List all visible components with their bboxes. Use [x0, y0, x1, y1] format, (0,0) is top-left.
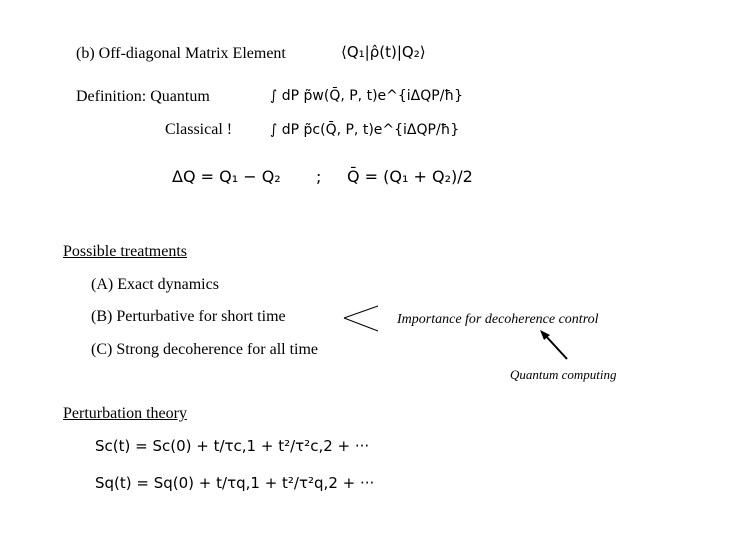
formula-separator: ;	[316, 167, 322, 186]
arrow-shaft	[544, 334, 567, 359]
bracket-line-upper	[344, 306, 378, 318]
perturbation-heading: Perturbation theory	[63, 405, 187, 422]
treatment-c: (C) Strong decoherence for all time	[91, 341, 319, 358]
classical-formula: ∫ dP p̃c(Q̄, P, t)e^{iΔQP/ħ}	[270, 122, 460, 138]
classical-series-formula: Sc(t) = Sc(0) + t/τc,1 + t²/τ²c,2 + ···	[95, 437, 370, 455]
definition-quantum-label: Definition: Quantum	[76, 88, 210, 105]
section-title: (b) Off-diagonal Matrix Element	[76, 45, 286, 62]
quantum-series-formula: Sq(t) = Sq(0) + t/τq,1 + t²/τ²q,2 + ···	[95, 474, 375, 492]
treatments-heading: Possible treatments	[63, 243, 187, 260]
bracket-line-lower	[344, 318, 378, 331]
quantum-computing-note: Quantum computing	[510, 367, 617, 382]
importance-note: Importance for decoherence control	[397, 312, 599, 327]
classical-label: Classical !	[165, 121, 233, 138]
delta-q-formula: ΔQ = Q₁ − Q₂	[172, 167, 281, 186]
quantum-formula: ∫ dP p̃w(Q̄, P, t)e^{iΔQP/ħ}	[270, 88, 464, 104]
treatment-a: (A) Exact dynamics	[91, 276, 219, 293]
mean-q-formula: Q̄ = (Q₁ + Q₂)/2	[347, 167, 473, 186]
treatment-b: (B) Perturbative for short time	[91, 308, 286, 325]
matrix-element-formula: ⟨Q₁|ρ̂(t)|Q₂⟩	[341, 43, 426, 61]
